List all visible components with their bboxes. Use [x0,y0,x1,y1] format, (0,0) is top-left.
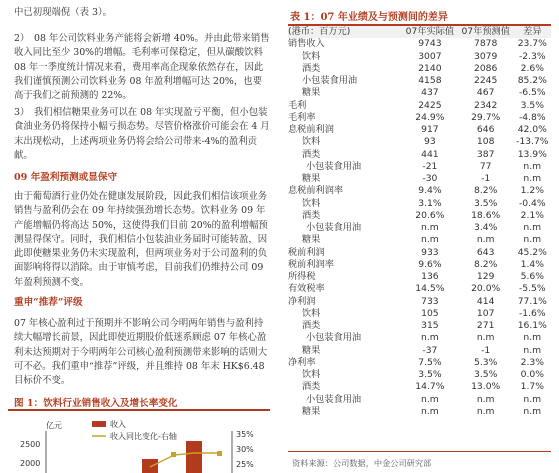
row-label: 税前利润率 [288,258,334,270]
cell-forecast: 3.4% [474,222,498,233]
cell-actual: 2425 [418,99,442,111]
table-row [288,394,551,406]
cell-actual: 933 [421,246,439,258]
table-row [288,296,551,308]
cell-diff: n.m [523,393,542,405]
cell-actual: 733 [421,295,439,307]
row-label: 所得税 [288,271,316,282]
row-label: 饮料 [302,369,321,380]
cell-actual: 917 [421,124,439,135]
table-row [288,75,551,87]
cell-actual: 24.9% [415,111,445,123]
cell-actual: -37 [422,344,438,356]
table-bottom-rule [288,451,551,452]
cell-actual: 9.6% [418,258,442,270]
cell-diff: 85.2% [517,75,547,86]
cell-forecast: 77 [479,160,492,172]
header-forecast: 07年预测值 [461,26,510,37]
cell-actual: -21 [422,160,438,172]
cell-forecast: 3.5% [474,197,498,209]
cell-actual: 2140 [418,62,442,74]
cell-diff: n.m [523,344,542,356]
beverage-revenue-chart [14,415,268,473]
table-row [288,51,551,63]
row-label: 净利率 [288,356,316,368]
cell-forecast: n.m [476,393,495,405]
cell-forecast: 2342 [473,99,498,111]
table-row [288,38,551,50]
table-row [288,136,551,148]
cell-diff: 3.5% [520,99,544,111]
table-row [288,173,551,185]
cell-forecast: 129 [476,271,495,282]
row-label: 酒类 [302,381,321,393]
cell-forecast: 107 [476,307,495,319]
cell-diff: 23.7% [517,38,547,50]
cell-forecast: 20.0% [471,283,501,295]
row-label: 糖果 [302,173,321,184]
growth-line [150,453,219,467]
row-label: 息税前利润率 [288,185,344,197]
table-row [288,369,551,381]
cell-forecast: n.m [476,234,495,246]
cell-forecast: -1 [481,173,491,184]
row-label: 小包装食用油 [306,160,362,172]
cell-actual: n.m [421,393,439,405]
cell-diff: -2.3% [518,50,546,62]
table-row [288,198,551,210]
row-label: 毛利率 [288,111,316,123]
table-row [288,357,551,369]
cell-actual: 7.5% [418,356,442,368]
cell-forecast: 467 [476,87,495,99]
cell-forecast: 646 [476,124,495,135]
row-label: 小包装食用油 [306,332,362,344]
growth-point [171,452,176,457]
cell-actual: 136 [421,271,439,282]
cell-forecast: 108 [476,136,495,148]
table-row [288,210,551,222]
cell-actual: 105 [421,307,439,319]
legend-line-label: 收入同比变化-右轴 [110,432,177,441]
y-tick-right-0: 35% [236,430,254,439]
growth-point [217,451,222,456]
cell-forecast: 271 [476,320,495,331]
table-row [288,100,551,112]
table-row [288,112,551,124]
cell-diff: 0.0% [520,369,544,380]
cell-actual: 14.5% [415,283,445,295]
row-label: 酒类 [302,148,321,160]
cell-actual: 9743 [418,38,442,50]
revenue-bar [186,441,202,473]
row-label: 小包装食用油 [306,393,362,405]
table-row [288,271,551,283]
cell-actual: 437 [421,87,439,99]
figure-rule [8,409,270,411]
cell-actual: 3.1% [418,197,442,209]
row-label: 有效税率 [288,283,325,295]
row-label: 息税前利润 [288,124,334,135]
table-row [288,222,551,234]
cell-diff: 1.7% [520,381,544,393]
cell-diff: n.m [523,173,542,184]
cell-forecast: 29.7% [471,111,501,123]
row-label: 销售收入 [288,38,325,50]
table-row [288,406,551,418]
row-label: 毛利 [288,99,307,111]
table-row [288,308,551,320]
cell-actual: 14.7% [415,381,445,393]
left-column [0,0,272,473]
paragraph-beverage: 2） 08 年公司饮料业务产能将会新增 40%。并由此带来销售收入同比至少 30%的增幅。毛利率可保稳定，但从碳酸饮料 08 年一季度统计情况来看，费用率高企现象依然存在，因此我们谨慎预测公司饮料业务 08 年盈利增幅可达 20%，也要高于我们之前预测的 22%。 [14,33,270,102]
table-body [288,38,551,418]
cell-forecast: n.m [476,405,495,417]
table-title: 表 1：07 年业绩及与预测间的差异 [290,12,448,23]
table-row [288,234,551,246]
row-label: 糖果 [302,344,321,356]
table-row [288,87,551,99]
cell-actual: 315 [421,320,439,331]
row-label: 饮料 [302,136,321,148]
table-row [288,332,551,344]
row-label: 饮料 [302,307,321,319]
y-tick-left-1: 2000 [20,459,41,468]
cell-actual: 9.4% [418,185,442,197]
row-label: 净利润 [288,295,316,307]
cell-diff: n.m [523,160,542,172]
row-label: 饮料 [302,50,321,62]
cell-diff: 1.2% [520,185,544,197]
cell-diff: 42.0% [517,124,547,135]
table-row [288,259,551,271]
heading-forecast: 09 年盈利预测或显保守 [14,172,118,183]
cell-diff: 2.1% [520,209,544,221]
row-label: 糖果 [302,87,321,99]
table-row [288,320,551,332]
heading-rating: 重申“推荐”评级 [14,297,83,308]
chart-ylabel: 亿元 [46,421,62,430]
cell-forecast: 7878 [473,38,498,50]
cell-diff: n.m [523,332,542,344]
cell-forecast: 5.3% [474,356,498,368]
cell-actual: 20.6% [415,209,445,221]
row-label: 小包装食用油 [306,222,362,233]
figure-title: 图 1：饮料行业销售收入及增长率变化 [14,398,178,409]
table-row [288,185,551,197]
row-label: 糖果 [302,405,321,417]
paragraph-rating: 07 年核心盈利过于预期并不影响公司今明两年销售与盈利持续大幅增长前景，因此即使近期股价低迷系顾虑 07 年核心盈利未达预期对于今明两年公司核心盈利预测带来影响的话则大可不必。我们重申“推荐”评级，并且维持 08 年末 HK$6.48 目标价不变。 [14,318,268,387]
table-row [288,124,551,136]
cell-diff: 16.1% [517,320,547,331]
cell-diff: n.m [523,222,542,233]
row-label: 酒类 [302,62,321,74]
row-label: 税前利润 [288,246,325,258]
cell-forecast: 387 [476,148,495,160]
cell-diff: 5.6% [520,271,544,282]
header-actual: 07年实际值 [405,26,455,37]
legend-bar-swatch [92,421,106,427]
cell-forecast: 13.0% [471,381,501,393]
table-row [288,149,551,161]
cell-actual: n.m [421,234,439,246]
table-row [288,247,551,259]
header-diff: 差异 [523,26,542,37]
cell-actual: -30 [422,173,438,184]
cell-forecast: 8.2% [474,258,498,270]
table-row [288,381,551,393]
cell-actual: n.m [421,332,439,344]
cell-forecast: 2086 [473,62,498,74]
table-row [288,283,551,295]
cell-forecast: 2245 [473,75,498,86]
cell-forecast: -1 [481,344,491,356]
cell-forecast: 3079 [473,50,498,62]
cell-forecast: 643 [476,246,495,258]
cell-forecast: 414 [476,295,495,307]
cell-diff: 45.2% [517,246,547,258]
row-label: 饮料 [302,197,321,209]
cell-forecast: 8.2% [474,185,498,197]
cell-forecast: 18.6% [471,209,501,221]
cell-actual: 3.5% [418,369,442,380]
cell-forecast: n.m [476,332,495,344]
row-label: 酒类 [302,209,321,221]
y-tick-right-2: 25% [236,460,254,469]
cell-diff: 13.9% [517,148,547,160]
paragraph-forecast: 由于葡萄酒行业仍处在健康发展阶段，因此我们相信该项业务销售与盈利仍会在 09 年持续强劲增长态势。饮料业务 09 年产能增幅仍将高达 50%，这使得我们目前 20%的盈利增幅预测显得保守。同时，我们相信小包装油业务届时可能转盈，因此即使糖果业务仍未实现盈利，但两项业务对于公司盈利的负面影响将得以消除。由于审慎考虑，目前我们仍维持公司 09 年盈利预测不变。 [14,191,268,288]
paragraph-candy-oil: 3） 我们相信糖果业务可以在 08 年实现盈亏平衡，但小包装食油业务仍将保持小幅亏损态势。尽管价格涨价可能会在 4 月末出现松动，上述两项业务仍将会给公司带来-4%的盈利贡献。 [14,107,270,161]
header-unit: (港币：百万元) [288,26,351,37]
table-row [288,63,551,75]
row-label: 酒类 [302,320,321,331]
y-tick-left-0: 2500 [20,440,41,449]
cell-diff: -13.7% [516,136,549,148]
cell-actual: n.m [421,405,439,417]
cell-diff: -0.4% [518,197,546,209]
cell-actual: 441 [421,148,439,160]
cell-diff: -4.8% [518,111,546,123]
cell-actual: 3007 [418,50,442,62]
cell-forecast: 3.5% [474,369,498,380]
cell-diff: 77.1% [517,295,547,307]
legend-bar-label: 收入 [110,420,126,429]
cell-actual: 4158 [418,75,442,86]
cell-diff: -1.6% [518,307,546,319]
cell-diff: -6.5% [518,87,546,99]
cell-diff: 1.4% [520,258,544,270]
earnings-table [288,26,551,418]
table-source: 资料来源：公司数据，中金公司研究部 [292,458,432,468]
paragraph-intro: 中已初现端倪（表 3）。 [14,7,113,18]
row-label: 小包装食用油 [302,75,358,86]
right-column [282,0,559,473]
cell-actual: n.m [421,222,439,233]
cell-diff: n.m [523,405,542,417]
table-header-row [288,26,551,38]
cell-diff: n.m [523,234,542,246]
revenue-bar [142,459,158,473]
cell-diff: 2.6% [520,62,544,74]
cell-diff: -5.5% [518,283,546,295]
cell-actual: 93 [424,136,436,148]
cell-diff: 2.3% [520,356,544,368]
table-row [288,161,551,173]
table-row [288,345,551,357]
row-label: 糖果 [302,234,321,246]
y-tick-right-1: 30% [236,445,254,454]
